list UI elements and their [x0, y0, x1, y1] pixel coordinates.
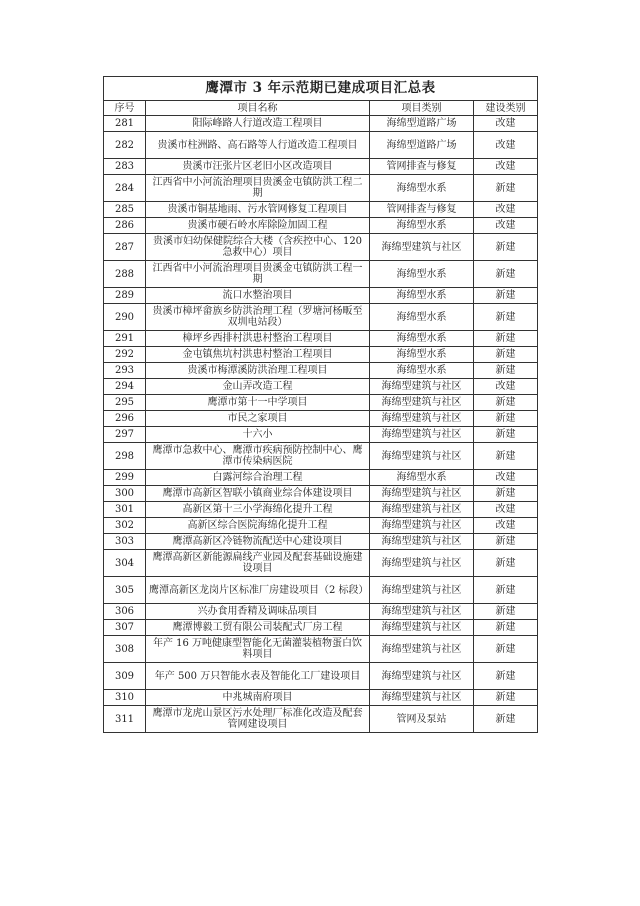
project-type-cell: 海绵型道路广场 — [370, 116, 474, 132]
build-type-cell: 改建 — [474, 379, 538, 395]
row-number-cell: 282 — [104, 132, 146, 159]
row-number-cell: 283 — [104, 159, 146, 175]
build-type-cell: 新建 — [474, 347, 538, 363]
project-name-cell: 樟坪乡西排村洪患村整治工程项目 — [146, 331, 370, 347]
row-number-cell: 307 — [104, 620, 146, 636]
project-type-cell: 海绵型建筑与社区 — [370, 518, 474, 534]
table-row — [104, 663, 538, 690]
row-number-cell: 289 — [104, 288, 146, 304]
build-type-cell: 新建 — [474, 534, 538, 550]
table-row — [104, 395, 538, 411]
row-number-cell: 295 — [104, 395, 146, 411]
build-type-cell: 新建 — [474, 706, 538, 733]
project-name-cell: 金山弄改造工程 — [146, 379, 370, 395]
table-row — [104, 116, 538, 132]
project-name-cell: 阳际峰路人行道改造工程项目 — [146, 116, 370, 132]
table-row — [104, 175, 538, 202]
project-type-cell: 海绵型建筑与社区 — [370, 577, 474, 604]
project-type-cell: 管网排查与修复 — [370, 202, 474, 218]
project-type-cell: 海绵型建筑与社区 — [370, 395, 474, 411]
project-name-cell: 白露河综合治理工程 — [146, 470, 370, 486]
build-type-cell: 改建 — [474, 159, 538, 175]
project-name-cell: 贵溪市硬石岭水库除险加固工程 — [146, 218, 370, 234]
table-title: 鹰潭市 3 年示范期已建成项目汇总表 — [104, 77, 538, 101]
build-type-cell: 改建 — [474, 518, 538, 534]
build-type-cell: 新建 — [474, 443, 538, 470]
table-row — [104, 427, 538, 443]
table-row — [104, 577, 538, 604]
row-number-cell: 294 — [104, 379, 146, 395]
project-type-cell: 海绵型水系 — [370, 288, 474, 304]
table-row — [104, 636, 538, 663]
project-name-cell: 贵溪市梅潭溪防洪治理工程项目 — [146, 363, 370, 379]
table-row — [104, 534, 538, 550]
project-name-cell: 鹰潭市急救中心、鹰潭市疾病预防控制中心、鹰潭市传染病医院 — [146, 443, 370, 470]
table-row — [104, 202, 538, 218]
table-row — [104, 261, 538, 288]
row-number-cell: 304 — [104, 550, 146, 577]
row-number-cell: 296 — [104, 411, 146, 427]
project-type-cell: 海绵型建筑与社区 — [370, 604, 474, 620]
row-number-cell: 303 — [104, 534, 146, 550]
table-row — [104, 620, 538, 636]
table-row — [104, 218, 538, 234]
project-name-cell: 鹰潭高新区龙岗片区标准厂房建设项目（2 标段） — [146, 577, 370, 604]
project-name-cell: 鹰潭市第十一中学项目 — [146, 395, 370, 411]
build-type-cell: 新建 — [474, 427, 538, 443]
project-name-cell: 贵溪市樟坪畲族乡防洪治理工程（罗塘河杨畈至双圳电站段） — [146, 304, 370, 331]
table-row — [104, 706, 538, 733]
row-number-cell: 311 — [104, 706, 146, 733]
build-type-cell: 新建 — [474, 261, 538, 288]
table-row — [104, 132, 538, 159]
build-type-cell: 改建 — [474, 470, 538, 486]
project-type-cell: 管网及泵站 — [370, 706, 474, 733]
row-number-cell: 288 — [104, 261, 146, 288]
table-row — [104, 550, 538, 577]
row-number-cell: 308 — [104, 636, 146, 663]
project-type-cell: 海绵型水系 — [370, 175, 474, 202]
row-number-cell: 298 — [104, 443, 146, 470]
project-name-cell: 鹰潭高新区冷链物流配送中心建设项目 — [146, 534, 370, 550]
row-number-cell: 302 — [104, 518, 146, 534]
build-type-cell: 新建 — [474, 690, 538, 706]
table-row — [104, 347, 538, 363]
project-name-cell: 江西省中小河流治理项目贵溪金屯镇防洪工程一期 — [146, 261, 370, 288]
project-type-cell: 海绵型建筑与社区 — [370, 620, 474, 636]
project-type-cell: 海绵型建筑与社区 — [370, 550, 474, 577]
project-name-cell: 中兆城南府项目 — [146, 690, 370, 706]
build-type-cell: 新建 — [474, 234, 538, 261]
project-summary-table — [103, 76, 538, 733]
table-row — [104, 288, 538, 304]
project-type-cell: 海绵型建筑与社区 — [370, 234, 474, 261]
project-name-cell: 鹰潭市高新区智联小镇商业综合体建设项目 — [146, 486, 370, 502]
row-number-cell: 309 — [104, 663, 146, 690]
row-number-cell: 286 — [104, 218, 146, 234]
row-number-cell: 291 — [104, 331, 146, 347]
project-type-cell: 海绵型建筑与社区 — [370, 427, 474, 443]
project-name-cell: 鹰潭高新区新能源扁线产业园及配套基础设施建设项目 — [146, 550, 370, 577]
column-header-build: 建设类别 — [474, 101, 538, 116]
build-type-cell: 新建 — [474, 363, 538, 379]
row-number-cell: 306 — [104, 604, 146, 620]
project-name-cell: 贵溪市柱洲路、高石路等人行道改造工程项目 — [146, 132, 370, 159]
project-type-cell: 海绵型水系 — [370, 470, 474, 486]
build-type-cell: 新建 — [474, 620, 538, 636]
build-type-cell: 新建 — [474, 288, 538, 304]
table-row — [104, 486, 538, 502]
build-type-cell: 新建 — [474, 663, 538, 690]
project-type-cell: 管网排查与修复 — [370, 159, 474, 175]
table-row — [104, 502, 538, 518]
table-row — [104, 411, 538, 427]
project-name-cell: 江西省中小河流治理项目贵溪金屯镇防洪工程二期 — [146, 175, 370, 202]
row-number-cell: 300 — [104, 486, 146, 502]
table-row — [104, 518, 538, 534]
project-type-cell: 海绵型道路广场 — [370, 132, 474, 159]
project-type-cell: 海绵型水系 — [370, 304, 474, 331]
project-name-cell: 兴办食用香精及调味品项目 — [146, 604, 370, 620]
column-header-type: 项目类别 — [370, 101, 474, 116]
project-type-cell: 海绵型水系 — [370, 261, 474, 288]
project-name-cell: 市民之家项目 — [146, 411, 370, 427]
build-type-cell: 新建 — [474, 331, 538, 347]
project-type-cell: 海绵型建筑与社区 — [370, 379, 474, 395]
project-type-cell: 海绵型建筑与社区 — [370, 443, 474, 470]
row-number-cell: 297 — [104, 427, 146, 443]
row-number-cell: 284 — [104, 175, 146, 202]
build-type-cell: 新建 — [474, 577, 538, 604]
build-type-cell: 新建 — [474, 486, 538, 502]
row-number-cell: 301 — [104, 502, 146, 518]
table-row — [104, 304, 538, 331]
project-type-cell: 海绵型建筑与社区 — [370, 690, 474, 706]
project-type-cell: 海绵型水系 — [370, 331, 474, 347]
build-type-cell: 改建 — [474, 218, 538, 234]
project-name-cell: 高新区综合医院海绵化提升工程 — [146, 518, 370, 534]
project-name-cell: 贵溪市铜基地雨、污水管网修复工程项目 — [146, 202, 370, 218]
build-type-cell: 新建 — [474, 636, 538, 663]
project-name-cell: 流口水整治项目 — [146, 288, 370, 304]
build-type-cell: 新建 — [474, 411, 538, 427]
row-number-cell: 305 — [104, 577, 146, 604]
project-name-cell: 年产 16 万吨健康型智能化无菌灌装植物蛋白饮料项目 — [146, 636, 370, 663]
table-row — [104, 470, 538, 486]
row-number-cell: 287 — [104, 234, 146, 261]
row-number-cell: 299 — [104, 470, 146, 486]
row-number-cell: 292 — [104, 347, 146, 363]
column-header-no: 序号 — [104, 101, 146, 116]
project-type-cell: 海绵型建筑与社区 — [370, 486, 474, 502]
table-row — [104, 443, 538, 470]
project-name-cell: 贵溪市汪张片区老旧小区改造项目 — [146, 159, 370, 175]
build-type-cell: 改建 — [474, 116, 538, 132]
project-type-cell: 海绵型水系 — [370, 347, 474, 363]
build-type-cell: 新建 — [474, 395, 538, 411]
project-name-cell: 高新区第十三小学海绵化提升工程 — [146, 502, 370, 518]
row-number-cell: 293 — [104, 363, 146, 379]
project-type-cell: 海绵型水系 — [370, 363, 474, 379]
build-type-cell: 改建 — [474, 502, 538, 518]
project-summary-document — [103, 76, 537, 733]
table-row — [104, 379, 538, 395]
table-row — [104, 690, 538, 706]
table-row — [104, 604, 538, 620]
build-type-cell: 改建 — [474, 202, 538, 218]
project-name-cell: 年产 500 万只智能水表及智能化工厂建设项目 — [146, 663, 370, 690]
row-number-cell: 290 — [104, 304, 146, 331]
project-name-cell: 金屯镇焦坑村洪患村整治工程项目 — [146, 347, 370, 363]
build-type-cell: 新建 — [474, 304, 538, 331]
project-type-cell: 海绵型建筑与社区 — [370, 411, 474, 427]
project-type-cell: 海绵型建筑与社区 — [370, 636, 474, 663]
project-type-cell: 海绵型建筑与社区 — [370, 663, 474, 690]
project-name-cell: 贵溪市妇幼保健院综合大楼（含疾控中心、120 急救中心）项目 — [146, 234, 370, 261]
table-header-row — [104, 101, 538, 116]
row-number-cell: 281 — [104, 116, 146, 132]
table-row — [104, 363, 538, 379]
project-name-cell: 鹰潭博毅工贸有限公司装配式厂房工程 — [146, 620, 370, 636]
build-type-cell: 新建 — [474, 604, 538, 620]
project-type-cell: 海绵型建筑与社区 — [370, 534, 474, 550]
build-type-cell: 新建 — [474, 175, 538, 202]
project-type-cell: 海绵型水系 — [370, 218, 474, 234]
table-row — [104, 159, 538, 175]
table-row — [104, 331, 538, 347]
column-header-name: 项目名称 — [146, 101, 370, 116]
build-type-cell: 改建 — [474, 132, 538, 159]
row-number-cell: 310 — [104, 690, 146, 706]
project-name-cell: 十六小 — [146, 427, 370, 443]
project-type-cell: 海绵型建筑与社区 — [370, 502, 474, 518]
project-name-cell: 鹰潭市龙虎山景区污水处理厂标准化改造及配套管网建设项目 — [146, 706, 370, 733]
row-number-cell: 285 — [104, 202, 146, 218]
table-row — [104, 234, 538, 261]
build-type-cell: 新建 — [474, 550, 538, 577]
